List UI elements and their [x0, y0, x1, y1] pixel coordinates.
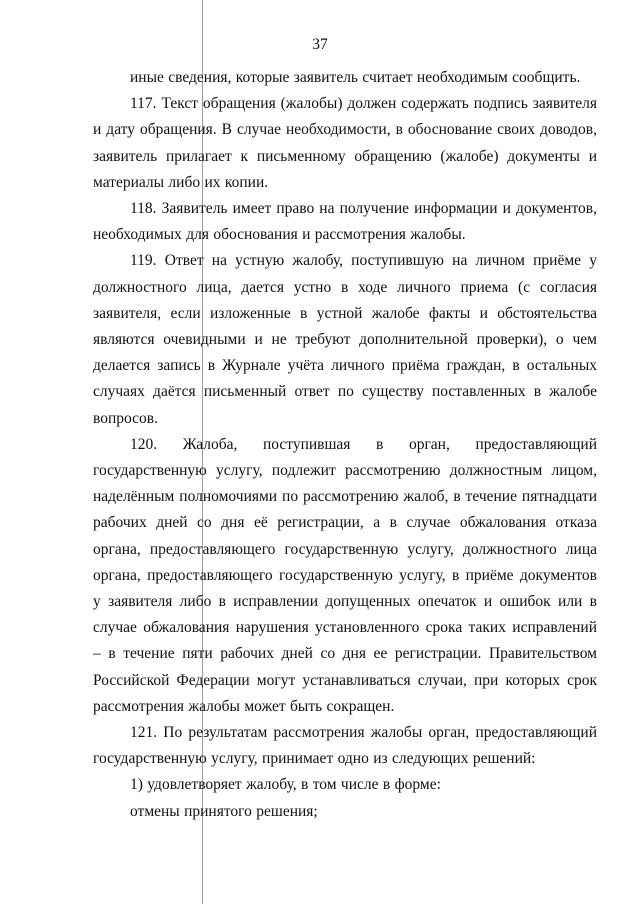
page-number: 37	[312, 36, 328, 53]
paragraph-116-continuation: иные сведения, которые заявитель считает необходимым сообщить.	[130, 69, 581, 86]
paragraph-117: 117. Текст обращения (жалобы) должен содержать подпись заявителя и дату обращения. В случае необходимости, в обоснование своих доводов, заявитель прилагает к письменному обращению (жалобе) документы и материалы либо их копии.	[93, 95, 597, 191]
paragraph-121-item-1: 1) удовлетворяет жалобу, в том числе в форме:	[130, 776, 441, 794]
paragraph-121: 121. По результатам рассмотрения жалобы орган, предоставляющий государственную услугу, принимает одно из следующих решений:	[93, 724, 597, 768]
paragraph-118: 118. Заявитель имеет право на получение информации и документов, необходимых для обоснования и рассмотрения жалобы.	[93, 200, 597, 244]
paragraph-119: 119. Ответ на устную жалобу, поступившую на личном приёме у должностного лица, дается устно в ходе личного приема (с согласия заявителя, если изложенные в устной жалобе факты и обстоятельства являются очевидными и не требуют дополнительной проверки), о чем делается запись в Журнале учёта личного приёма граждан, в остальных случаях даётся письменный ответ по существу поставленных в жалобе вопросов.	[93, 252, 597, 427]
paragraph-120: 120. Жалоба, поступившая в орган, предоставляющий государственную услугу, подлежит рассмотрению должностным лицом, наделённым полномочиями по рассмотрению жалоб, в течение пятнадцати рабочих дней со дня её регистрации, а в случае обжалования отказа органа, предоставляющего государственную услугу, должностного лица органа, предоставляющего государственную услугу, в приёме документов у заявителя либо в исправлении допущенных опечаток и ошибок или в случае обжалования нарушения установленного срока таких исправлений – в течение пяти рабочих дней со дня ее регистрации. Правительством Российской Федерации могут устанавливаться случаи, при которых срок рассмотрения жалобы может быть сокращен.	[93, 435, 597, 715]
paragraph-121-item-1-form: отмены принятого решения;	[130, 802, 318, 820]
document-body	[93, 65, 597, 825]
